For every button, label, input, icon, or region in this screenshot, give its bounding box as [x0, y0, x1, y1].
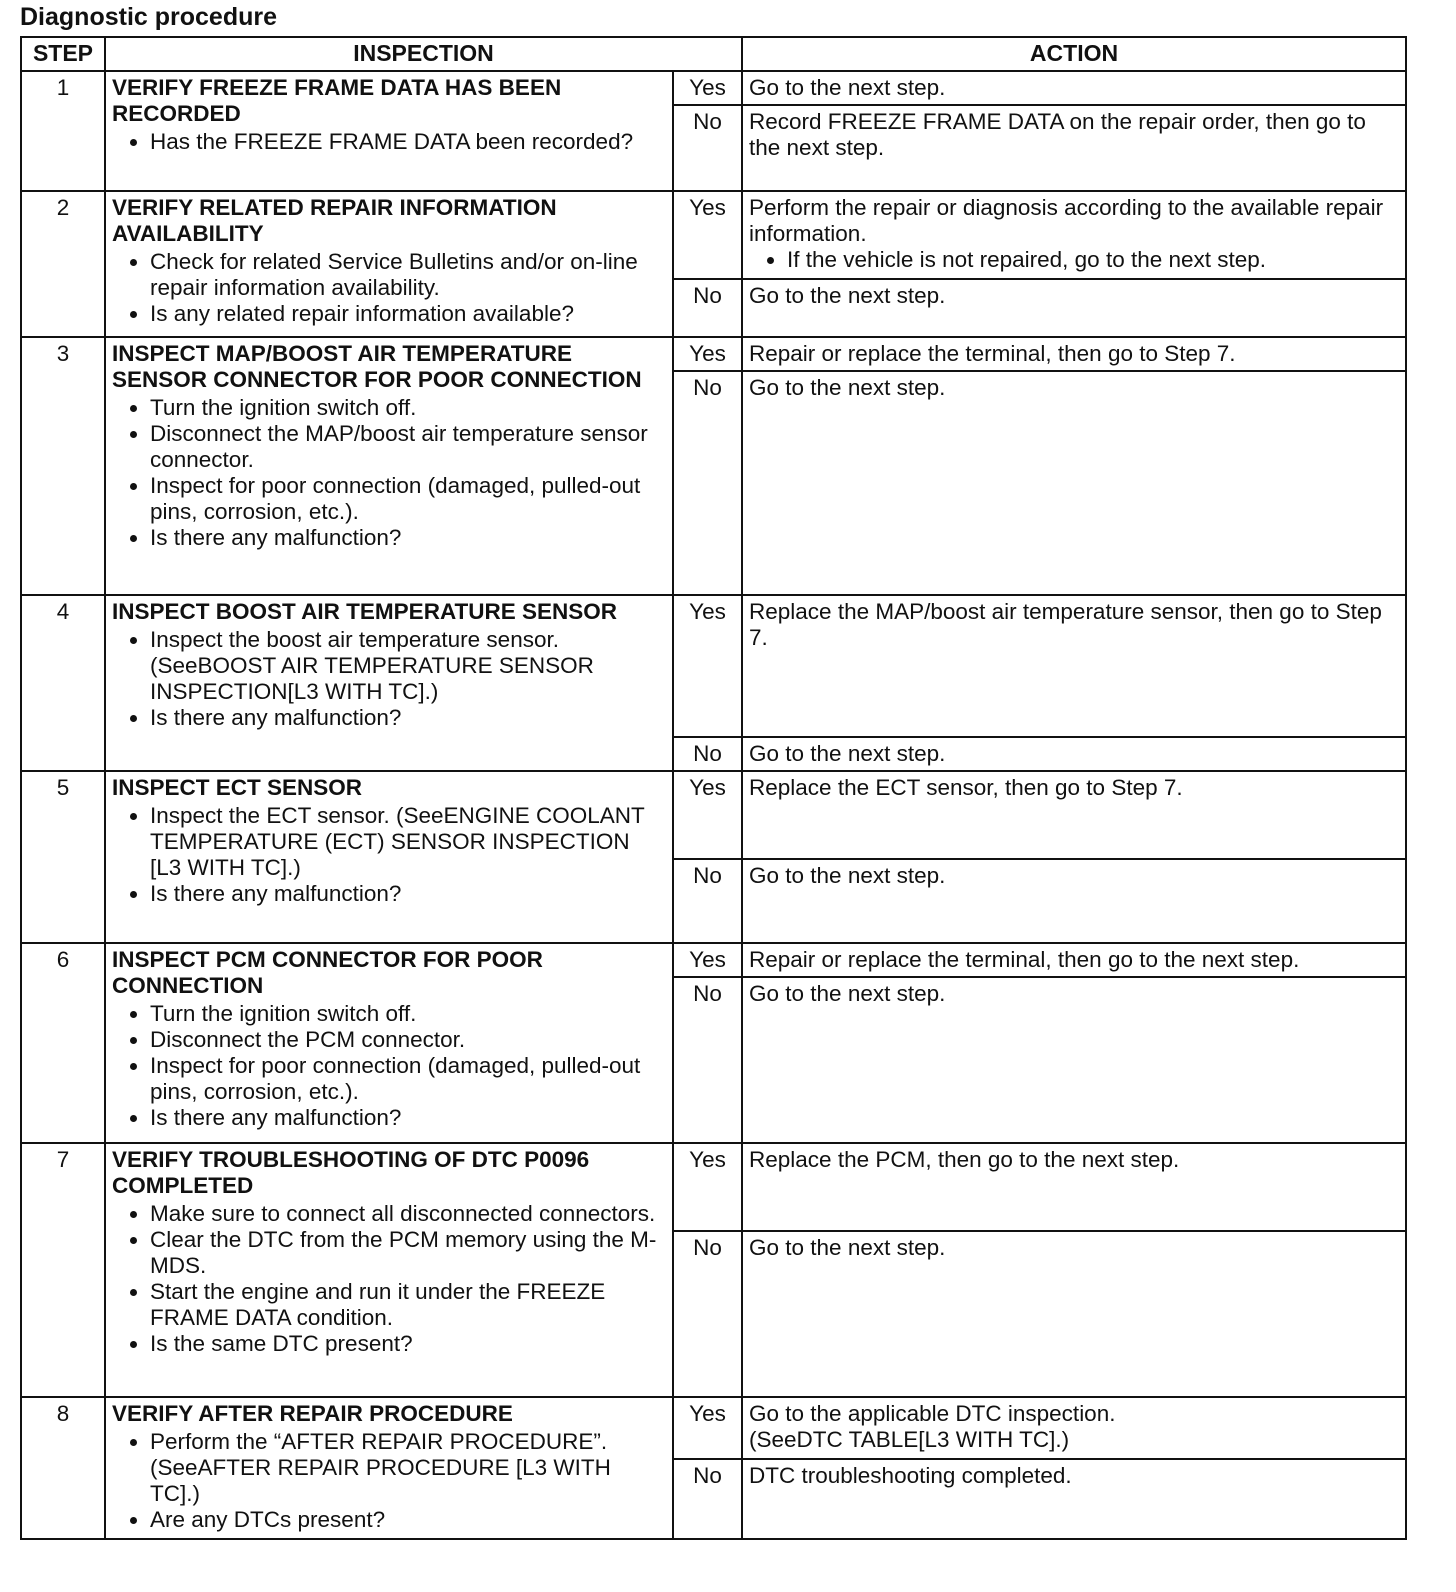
inspection-bullet: • Clear the DTC from the PCM memory using the M-MDS.	[150, 1227, 666, 1279]
yes-label: Yes	[673, 1143, 742, 1231]
yes-action-subbullets	[749, 247, 1399, 273]
yes-label: Yes	[673, 337, 742, 371]
inspection-bullet: • Is there any malfunction?	[150, 525, 666, 551]
no-action: Record FREEZE FRAME DATA on the repair order, then go to the next step.	[749, 109, 1366, 160]
inspection-title: VERIFY FREEZE FRAME DATA HAS BEEN RECORDED	[112, 75, 562, 126]
no-action: Go to the next step.	[749, 375, 946, 400]
inspection-bullets	[112, 1429, 666, 1533]
inspection-bullet: • Has the FREEZE FRAME DATA been recorded?	[150, 129, 666, 155]
step-row-yes	[21, 1397, 1406, 1459]
step-row-yes	[21, 1143, 1406, 1231]
inspection-bullet: • Inspect for poor connection (damaged, pulled-out pins, corrosion, etc.).	[150, 1053, 666, 1105]
step-number: 1	[21, 71, 105, 191]
inspection-bullets	[112, 1001, 666, 1131]
yes-action: Go to the next step.	[749, 75, 946, 100]
page-title: Diagnostic procedure	[20, 3, 277, 31]
no-action-cell	[742, 371, 1406, 595]
yes-action-cell	[742, 943, 1406, 977]
yes-label: Yes	[673, 943, 742, 977]
no-action-cell	[742, 1459, 1406, 1539]
no-label: No	[673, 859, 742, 943]
no-action: Go to the next step.	[749, 283, 946, 308]
no-action: Go to the next step.	[749, 981, 946, 1006]
header-step: STEP	[21, 37, 105, 71]
no-label: No	[673, 279, 742, 337]
no-action: DTC troubleshooting completed.	[749, 1463, 1072, 1488]
inspection-bullet: • Check for related Service Bulletins and/or on-line repair information availability.	[150, 249, 666, 301]
step-number: 3	[21, 337, 105, 595]
inspection-cell	[105, 771, 673, 943]
inspection-cell	[105, 1397, 673, 1539]
inspection-bullet: • Is there any malfunction?	[150, 1105, 666, 1131]
inspection-bullets	[112, 1201, 666, 1357]
yes-label: Yes	[673, 191, 742, 279]
inspection-title: VERIFY TROUBLESHOOTING OF DTC P0096 COMPLETED	[112, 1147, 590, 1198]
no-label: No	[673, 371, 742, 595]
inspection-cell	[105, 943, 673, 1143]
inspection-bullet: • Is there any malfunction?	[150, 881, 666, 907]
diagnostic-procedure-table	[20, 36, 1407, 1540]
header-inspection: INSPECTION	[105, 37, 742, 71]
yes-label: Yes	[673, 771, 742, 859]
yes-action-cell	[742, 595, 1406, 737]
inspection-bullets	[112, 627, 666, 731]
no-label: No	[673, 977, 742, 1143]
inspection-bullet: • Make sure to connect all disconnected connectors.	[150, 1201, 666, 1227]
step-row-yes	[21, 771, 1406, 859]
step-row-yes	[21, 191, 1406, 279]
inspection-title: INSPECT MAP/BOOST AIR TEMPERATURE SENSOR CONNECTOR FOR POOR CONNECTION	[112, 341, 642, 392]
procedure-body	[21, 71, 1406, 1539]
inspection-bullets	[112, 129, 666, 155]
step-row-yes	[21, 595, 1406, 737]
step-row-yes	[21, 943, 1406, 977]
step-row-yes	[21, 71, 1406, 105]
step-number: 2	[21, 191, 105, 337]
yes-label: Yes	[673, 71, 742, 105]
no-label: No	[673, 105, 742, 191]
yes-action: Perform the repair or diagnosis according to the available repair information.	[749, 195, 1384, 246]
yes-action-cell	[742, 1397, 1406, 1459]
step-number: 7	[21, 1143, 105, 1397]
header-row	[21, 37, 1406, 71]
inspection-title: VERIFY RELATED REPAIR INFORMATION AVAILABILITY	[112, 195, 557, 246]
no-label: No	[673, 1459, 742, 1539]
inspection-title: VERIFY AFTER REPAIR PROCEDURE	[112, 1401, 513, 1426]
yes-action: Replace the MAP/boost air temperature sensor, then go to Step 7.	[749, 599, 1382, 650]
no-action-cell	[742, 977, 1406, 1143]
yes-action: Replace the ECT sensor, then go to Step 7.	[749, 775, 1183, 800]
yes-action-cell	[742, 1143, 1406, 1231]
no-action-cell	[742, 105, 1406, 191]
inspection-bullets	[112, 395, 666, 551]
yes-action-cell	[742, 771, 1406, 859]
inspection-bullet: • Is the same DTC present?	[150, 1331, 666, 1357]
no-action-cell	[742, 279, 1406, 337]
no-action-cell	[742, 859, 1406, 943]
yes-label: Yes	[673, 595, 742, 737]
step-row-yes	[21, 337, 1406, 371]
inspection-bullet: • Turn the ignition switch off.	[150, 1001, 666, 1027]
no-label: No	[673, 737, 742, 771]
inspection-cell	[105, 71, 673, 191]
inspection-bullet: • Turn the ignition switch off.	[150, 395, 666, 421]
inspection-bullet: • Inspect the boost air temperature sensor. (SeeBOOST AIR TEMPERATURE SENSOR INSPECTION[L3 WITH TC].)	[150, 627, 666, 705]
inspection-title: INSPECT BOOST AIR TEMPERATURE SENSOR	[112, 599, 618, 624]
inspection-cell	[105, 191, 673, 337]
inspection-bullet: • Disconnect the PCM connector.	[150, 1027, 666, 1053]
no-action: Go to the next step.	[749, 741, 946, 766]
no-action-cell	[742, 1231, 1406, 1397]
no-label: No	[673, 1231, 742, 1397]
header-action: ACTION	[742, 37, 1406, 71]
yes-action: Replace the PCM, then go to the next step.	[749, 1147, 1180, 1172]
step-number: 8	[21, 1397, 105, 1539]
inspection-bullet: • Perform the “AFTER REPAIR PROCEDURE”. (SeeAFTER REPAIR PROCEDURE [L3 WITH TC].)	[150, 1429, 666, 1507]
no-action-cell	[742, 737, 1406, 771]
inspection-bullet: • Inspect for poor connection (damaged, pulled-out pins, corrosion, etc.).	[150, 473, 666, 525]
yes-label: Yes	[673, 1397, 742, 1459]
inspection-cell	[105, 1143, 673, 1397]
yes-action: Go to the applicable DTC inspection. (SeeDTC TABLE[L3 WITH TC].)	[749, 1401, 1116, 1452]
inspection-bullet: • Are any DTCs present?	[150, 1507, 666, 1533]
inspection-cell	[105, 595, 673, 771]
inspection-bullet: • Start the engine and run it under the FREEZE FRAME DATA condition.	[150, 1279, 666, 1331]
no-action: Go to the next step.	[749, 1235, 946, 1260]
step-number: 4	[21, 595, 105, 771]
step-number: 6	[21, 943, 105, 1143]
inspection-title: INSPECT PCM CONNECTOR FOR POOR CONNECTION	[112, 947, 543, 998]
inspection-bullets	[112, 249, 666, 327]
inspection-title: INSPECT ECT SENSOR	[112, 775, 363, 800]
inspection-bullet: • Disconnect the MAP/boost air temperature sensor connector.	[150, 421, 666, 473]
inspection-bullet: • Is there any malfunction?	[150, 705, 666, 731]
yes-action: Repair or replace the terminal, then go to the next step.	[749, 947, 1300, 972]
yes-action: Repair or replace the terminal, then go to Step 7.	[749, 341, 1236, 366]
yes-action-cell	[742, 191, 1406, 279]
step-number: 5	[21, 771, 105, 943]
no-action: Go to the next step.	[749, 863, 946, 888]
inspection-cell	[105, 337, 673, 595]
yes-action-cell	[742, 71, 1406, 105]
inspection-bullet: • Inspect the ECT sensor. (SeeENGINE COOLANT TEMPERATURE (ECT) SENSOR INSPECTION [L3 WITH TC].)	[150, 803, 666, 881]
yes-action-cell	[742, 337, 1406, 371]
inspection-bullets	[112, 803, 666, 907]
inspection-bullet: • Is any related repair information available?	[150, 301, 666, 327]
yes-action-subbullet: • If the vehicle is not repaired, go to the next step.	[787, 247, 1399, 273]
